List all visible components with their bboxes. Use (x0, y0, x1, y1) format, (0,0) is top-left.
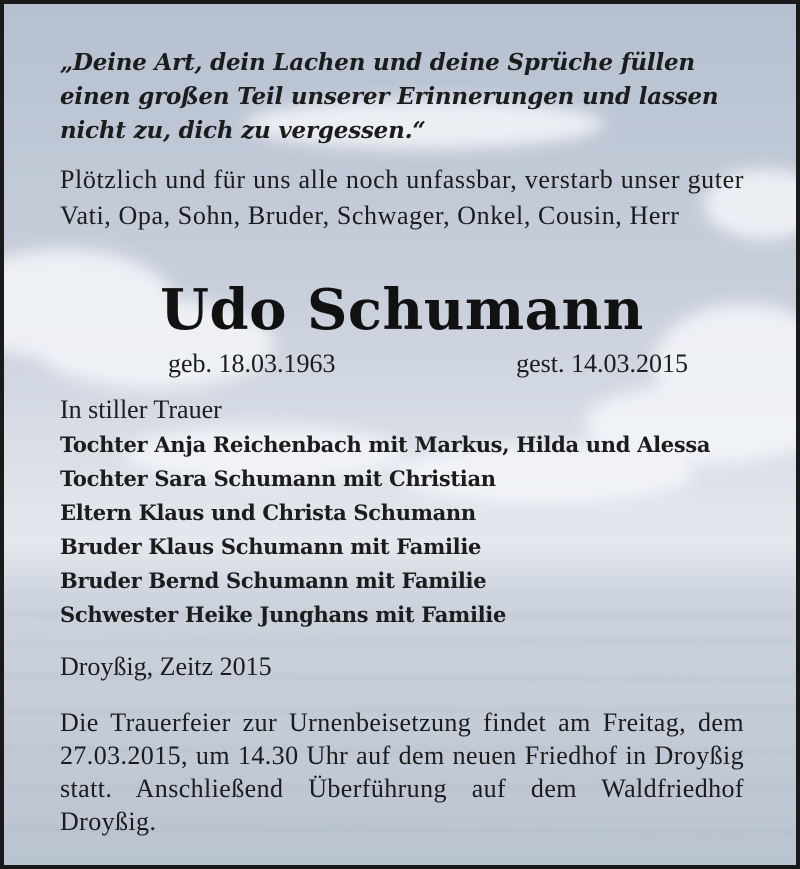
memorial-quote: „Deine Art, dein Lachen und deine Sprüche füllen einen großen Teil unserer Erinnerungen und lassen nicht zu, dich zu vergessen.“ (60, 49, 719, 144)
mourner-entry: Schwester Heike Junghans mit Familie (60, 602, 507, 627)
place-and-year: Droyßig, Zeitz 2015 (60, 652, 272, 681)
mourner-entry: Tochter Anja Reichenbach mit Markus, Hilda und Alessa (60, 432, 711, 457)
death-date: gest. 14.03.2015 (516, 349, 688, 378)
mourners-list (60, 428, 710, 632)
birth-date: geb. 18.03.1963 (168, 349, 336, 378)
mourner-entry: Bruder Klaus Schumann mit Familie (60, 534, 482, 559)
mourner-entry: Tochter Sara Schumann mit Christian (60, 466, 496, 491)
deceased-name: Udo Schumann (160, 277, 644, 343)
notice-content (60, 4, 744, 865)
mourner-entry: Eltern Klaus und Christa Schumann (60, 500, 476, 525)
mourning-label: In stiller Trauer (60, 395, 222, 424)
funeral-ceremony-details: Die Trauerfeier zur Urnenbeisetzung findet am Freitag, dem 27.03.2015, um 14.30 Uhr auf dem neuen Friedhof in Droyßig statt. Anschließend Überführung auf dem Waldfriedhof Droyßig. (60, 708, 744, 836)
mourner-entry: Bruder Bernd Schumann mit Familie (60, 568, 487, 593)
life-dates (168, 346, 688, 382)
announcement-text: Plötzlich und für uns alle noch unfassbar, verstarb unser guter Vati, Opa, Sohn, Bruder, Schwager, Onkel, Cousin, Herr (60, 165, 744, 230)
